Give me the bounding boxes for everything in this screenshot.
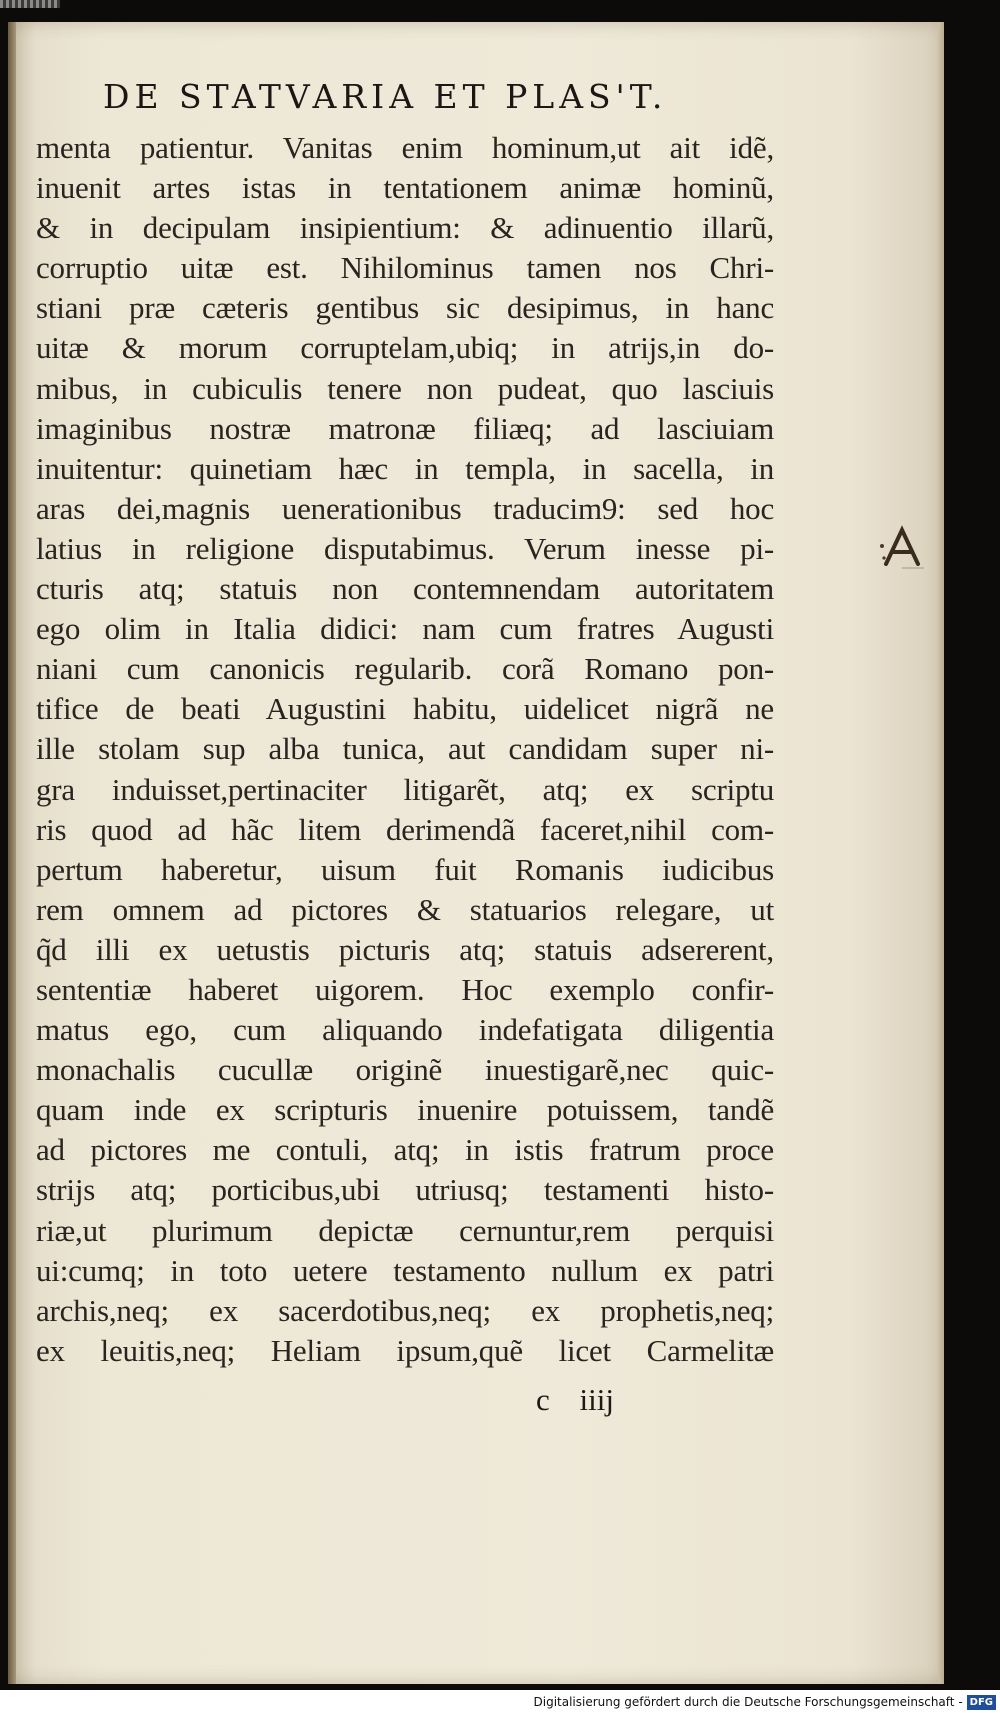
text-line: latius in religione disputabimus. Verum inesse pi- <box>36 530 774 566</box>
text-line: & in decipulam insipientium: & adinuentio illarũ, <box>36 210 774 246</box>
text-line: ego olim in Italia didici: nam cum fratres Augusti <box>36 611 774 647</box>
signature-mark: c iiij <box>536 1382 614 1417</box>
page-gutter <box>8 22 16 1684</box>
text-line: rem omnem ad pictores & statuarios relegare, ut <box>36 891 774 927</box>
text-line: gra induisset,pertinaciter litigarẽt, atq; ex scriptu <box>36 771 774 807</box>
text-line: sententiæ haberet uigorem. Hoc exemplo confir- <box>36 971 774 1007</box>
text-line: riæ,ut plurimum depictæ cernuntur,rem perquisi <box>36 1212 774 1248</box>
text-line: monachalis cucullæ originẽ inuestigarẽ,nec quic- <box>36 1052 774 1088</box>
text-line: matus ego, cum aliquando indefatigata diligentia <box>36 1012 774 1048</box>
text-line: tifice de beati Augustini habitu, uidelicet nigrã ne <box>36 691 774 727</box>
dfg-logo: DFG <box>967 1695 996 1710</box>
text-line: imaginibus nostræ matronæ filiæq; ad lasciuiam <box>36 410 774 446</box>
book-page <box>8 22 944 1684</box>
text-line: ui:cumq; in toto uetere testamento nullum ex patri <box>36 1252 774 1288</box>
text-line: cturis atq; statuis non contemnendam autoritatem <box>36 571 774 607</box>
text-line: ris quod ad hãc litem derimendã faceret,nihil com- <box>36 811 774 847</box>
text-line: inuenit artes istas in tentationem animæ hominũ, <box>36 170 774 206</box>
text-line: menta patientur. Vanitas enim hominum,ut ait idẽ, <box>36 130 774 165</box>
text-line: archis,neq; ex sacerdotibus,neq; ex prophetis,neq; <box>36 1292 774 1328</box>
text-line: q̃d illi ex uetustis picturis atq; statuis adsererent, <box>36 931 774 967</box>
marginal-ink-mark-icon <box>878 524 926 570</box>
text-line: strijs atq; porticibus,ubi utriusq; testamenti histo- <box>36 1172 774 1208</box>
text-line: mibus, in cubiculis tenere non pudeat, quo lasciuis <box>36 370 774 406</box>
body-text <box>36 128 774 1371</box>
footer-credit: Digitalisierung gefördert durch die Deutsche Forschungsgemeinschaft - <box>533 1695 963 1709</box>
running-head: DE STATVARIA ET PLAS'T. <box>103 77 668 116</box>
text-line: ex leuitis,neq; Heliam ipsum,quẽ licet Carmelitæ <box>36 1332 774 1368</box>
text-line: ad pictores me contuli, atq; in istis fratrum proce <box>36 1132 774 1168</box>
text-line: stiani præ cæteris gentibus sic desipimus, in hanc <box>36 290 774 326</box>
text-line: corruptio uitæ est. Nihilominus tamen nos Chri- <box>36 250 774 286</box>
footer <box>534 1693 997 1711</box>
text-line: inuitentur: quinetiam hæc in templa, in sacella, in <box>36 450 774 486</box>
text-line: uitæ & morum corruptelam,ubiq; in atrijs,in do- <box>36 330 774 366</box>
scan-color-strip <box>0 0 60 8</box>
text-line: niani cum canonicis regularib. corã Romano pon- <box>36 651 774 687</box>
text-line: pertum haberetur, uisum fuit Romanis iudicibus <box>36 851 774 887</box>
text-line: quam inde ex scripturis inuenire potuissem, tandẽ <box>36 1092 774 1128</box>
text-line: aras dei,magnis uenerationibus traducim9: sed hoc <box>36 490 774 526</box>
text-line: ille stolam sup alba tunica, aut candidam super ni- <box>36 731 774 767</box>
